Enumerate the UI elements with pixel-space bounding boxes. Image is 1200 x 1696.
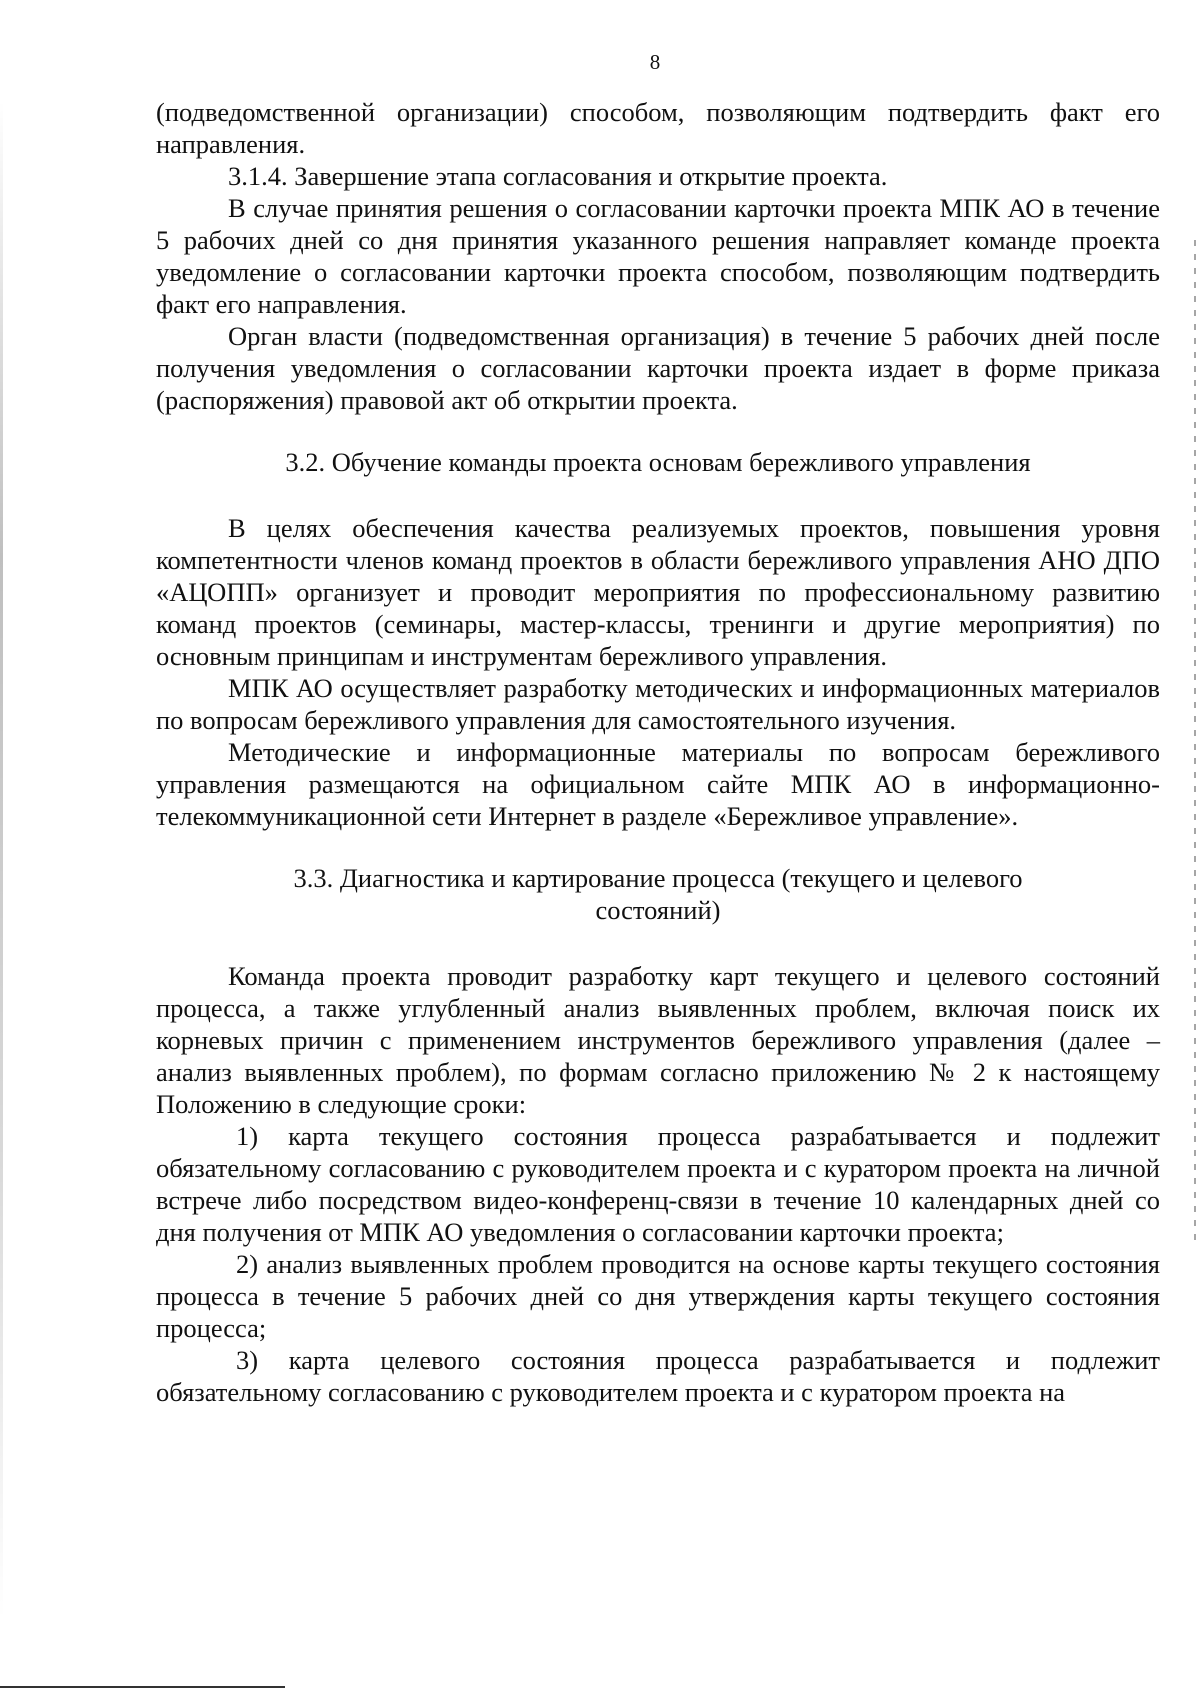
paragraph-methodical-materials: МПК АО осуществляет разработку методических и информационных материалов по вопросам бережливого управления для самостоятельного изучения. — [156, 673, 1160, 735]
list-item-2: 2) анализ выявленных проблем проводится на основе карты текущего состояния процесса в течение 5 рабочих дней со дня утверждения карты текущего состояния процесса; — [156, 1249, 1160, 1343]
section-heading-3-3 — [156, 862, 1160, 926]
list-item-3: 3) карта целевого состояния процесса разрабатывается и подлежит обязательному согласованию с руководителем проекта и с куратором проекта на — [156, 1345, 1160, 1407]
paragraph-materials-publication: Методические и информационные материалы по вопросам бережливого управления размещаются на официальном сайте МПК АО в информационно-телекоммуникационной сети Интернет в разделе «Бережливое управление». — [156, 737, 1160, 831]
page-number: 8 — [649, 50, 661, 74]
section-heading-3-3-line1: 3.3. Диагностика и картирование процесса (текущего и целевого — [293, 863, 1023, 893]
paragraph-mapping-intro: Команда проекта проводит разработку карт текущего и целевого состояний процесса, а также углубленный анализ выявленных проблем, включая поиск их корневых причин с применением инструментов бережливого управления (далее – анализ выявленных проблем), по формам согласно приложению № 2 к настоящему Положению в следующие сроки: — [156, 961, 1160, 1119]
document-body — [156, 96, 1160, 1408]
paragraph-continuation: (подведомственной организации) способом, позволяющим подтвердить факт его направления. — [156, 97, 1160, 159]
scan-edge-right — [1194, 240, 1196, 1240]
section-heading-3-2: 3.2. Обучение команды проекта основам бережливого управления — [285, 447, 1031, 477]
paragraph-training: В целях обеспечения качества реализуемых проектов, повышения уровня компетентности членов команд проектов в области бережливого управления АНО ДПО «АЦОПП» организует и проводит мероприятия по профессиональному развитию команд проектов (семинары, мастер-классы, тренинги и другие мероприятия) по основным принципам и инструментам бережливого управления. — [156, 513, 1160, 671]
paragraph-approval-notice: В случае принятия решения о согласовании карточки проекта МПК АО в течение 5 рабочих дней со дня принятия указанного решения направляет команде проекта уведомление о согласовании карточки проекта способом, позволяющим подтвердить факт его направления. — [156, 193, 1160, 319]
section-heading-3-3-line2: состояний) — [595, 895, 721, 925]
list-item-1: 1) карта текущего состояния процесса разрабатывается и подлежит обязательному согласованию с руководителем проекта и с куратором проекта на личной встрече либо посредством видео-конференц-связи в течение 10 календарных дней со дня получения от МПК АО уведомления о согласовании карточки проекта; — [156, 1121, 1160, 1247]
subsection-title-3-1-4: 3.1.4. Завершение этапа согласования и открытие проекта. — [228, 161, 888, 191]
scan-edge-left — [0, 100, 3, 1620]
paragraph-order-issuance: Орган власти (подведомственная организация) в течение 5 рабочих дней после получения уведомления о согласовании карточки проекта издает в форме приказа (распоряжения) правовой акт об открытии проекта. — [156, 321, 1160, 415]
bottom-divider — [0, 1686, 285, 1688]
